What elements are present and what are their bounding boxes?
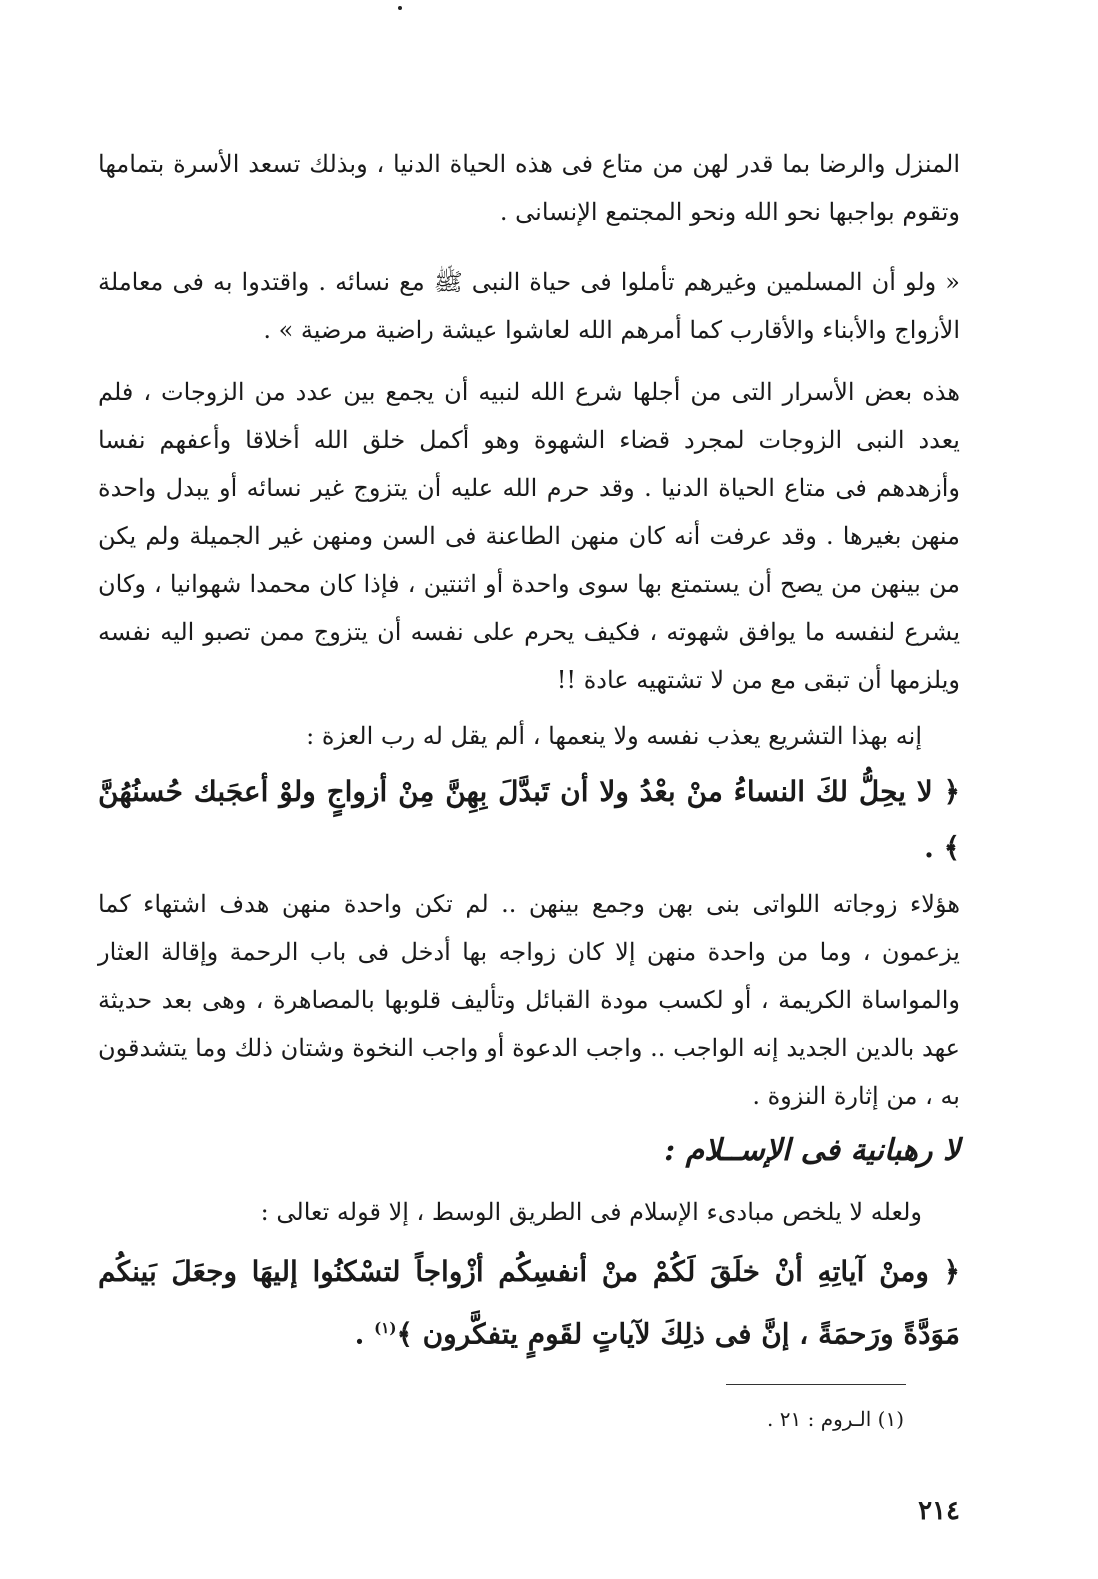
section-heading: لا رهبانية فى الإســلام : — [664, 1133, 960, 1168]
scan-speck — [398, 6, 402, 10]
paragraph-1: المنزل والرضا بما قدر لهن من متاع فى هذه الحياة الدنيا ، وبذلك تسعد الأسرة بتمامها وتقوم بواجبها نحو الله ونحو المجتمع الإنسانى . — [98, 150, 960, 226]
paragraph-3: هذه بعض الأسرار التى من أجلها شرع الله لنبيه أن يجمع بين عدد من الزوجات ، فلم يعدد النبى الزوجات لمجرد قضاء الشهوة وهو أكمل خلق الله أخلاقا وأعفهم نفسا وأزهدهم فى متاع الحياة الدنيا . وقد حرم الله عليه أن يتزوج غير نسائه أو يبدل واحدة منهن بغيرها . وقد عرفت أنه كان منهن الطاعنة فى السن ومنهن غير الجميلة ولم يكن من بينهن من يصح أن يستمتع بها سوى واحدة أو اثنتين ، فإذا كان محمدا شهوانيا ، وكان يشرع لنفسه ما يوافق شهوته ، فكيف يحرم على نفسه أن يتزوج ممن تصبو اليه نفسه ويلزمها أن تبقى مع من لا تشتهيه عادة !! — [98, 378, 961, 694]
footnote-divider — [726, 1384, 906, 1385]
quran-verse-2: ﴿ ومنْ آياتِهِ أنْ خلَقَ لَكُمْ منْ أنفسِكُم أزْواجاً لتسْكنُوا إليهَا وجعَلَ بَينكُم مَوَدَّةً ورَحمَةً ، إنَّ فى ذلِكَ لآياتٍ لقَومٍ يتفكَّرون ﴾$^{(١)}$ . — [98, 1255, 960, 1351]
paragraph-6: ولعله لا يلخص مبادىء الإسلام فى الطريق الوسط ، إلا قوله تعالى : — [260, 1198, 922, 1226]
quran-verse-1: ﴿ لا يحِلُّ لكَ النساءُ منْ بعْدُ ولا أن تَبدَّلَ بِهِنَّ مِنْ أزواجٍ ولوْ أعجَبك حُسنُهُنَّ ﴾ . — [98, 775, 960, 864]
paragraph-4: إنه بهذا التشريع يعذب نفسه ولا ينعمها ، ألم يقل له رب العزة : — [306, 722, 922, 750]
footnote-marker: (١) — [374, 1319, 397, 1337]
page-number: ٢١٤ — [918, 1496, 960, 1526]
footnote: (١) الـروم : ٢١ . — [767, 1407, 904, 1431]
paragraph-5: هؤلاء زوجاته اللواتى بنى بهن وجمع بينهن .. لم تكن واحدة منهن هدف اشتهاء كما يزعمون ، وما من واحدة منهن إلا كان زواجه بها أدخل فى باب الرحمة وإقالة العثار والمواساة الكريمة ، أو لكسب مودة القبائل وتأليف قلوبها بالمصاهرة ، وهى بعد حديثة عهد بالدين الجديد إنه الواجب .. واجب الدعوة أو واجب النخوة وشتان ذلك وما يتشدقون به ، من إثارة النزوة . — [98, 890, 960, 1110]
quran-verse-2-text: ﴿ ومنْ آياتِهِ أنْ خلَقَ لَكُمْ منْ أنفسِكُم أزْواجاً لتسْكنُوا إليهَا وجعَلَ بَينكُم مَوَدَّةً ورَحمَةً ، إنَّ فى ذلِكَ لآياتٍ لقَومٍ يتفكَّرون ﴾ — [98, 1255, 960, 1351]
paragraph-2-quote: « ولو أن المسلمين وغيرهم تأملوا فى حياة النبى ﷺ مع نسائه . واقتدوا به فى معاملة الأزواج والأبناء والأقارب كما أمرهم الله لعاشوا عيشة راضية مرضية » . — [98, 268, 960, 344]
